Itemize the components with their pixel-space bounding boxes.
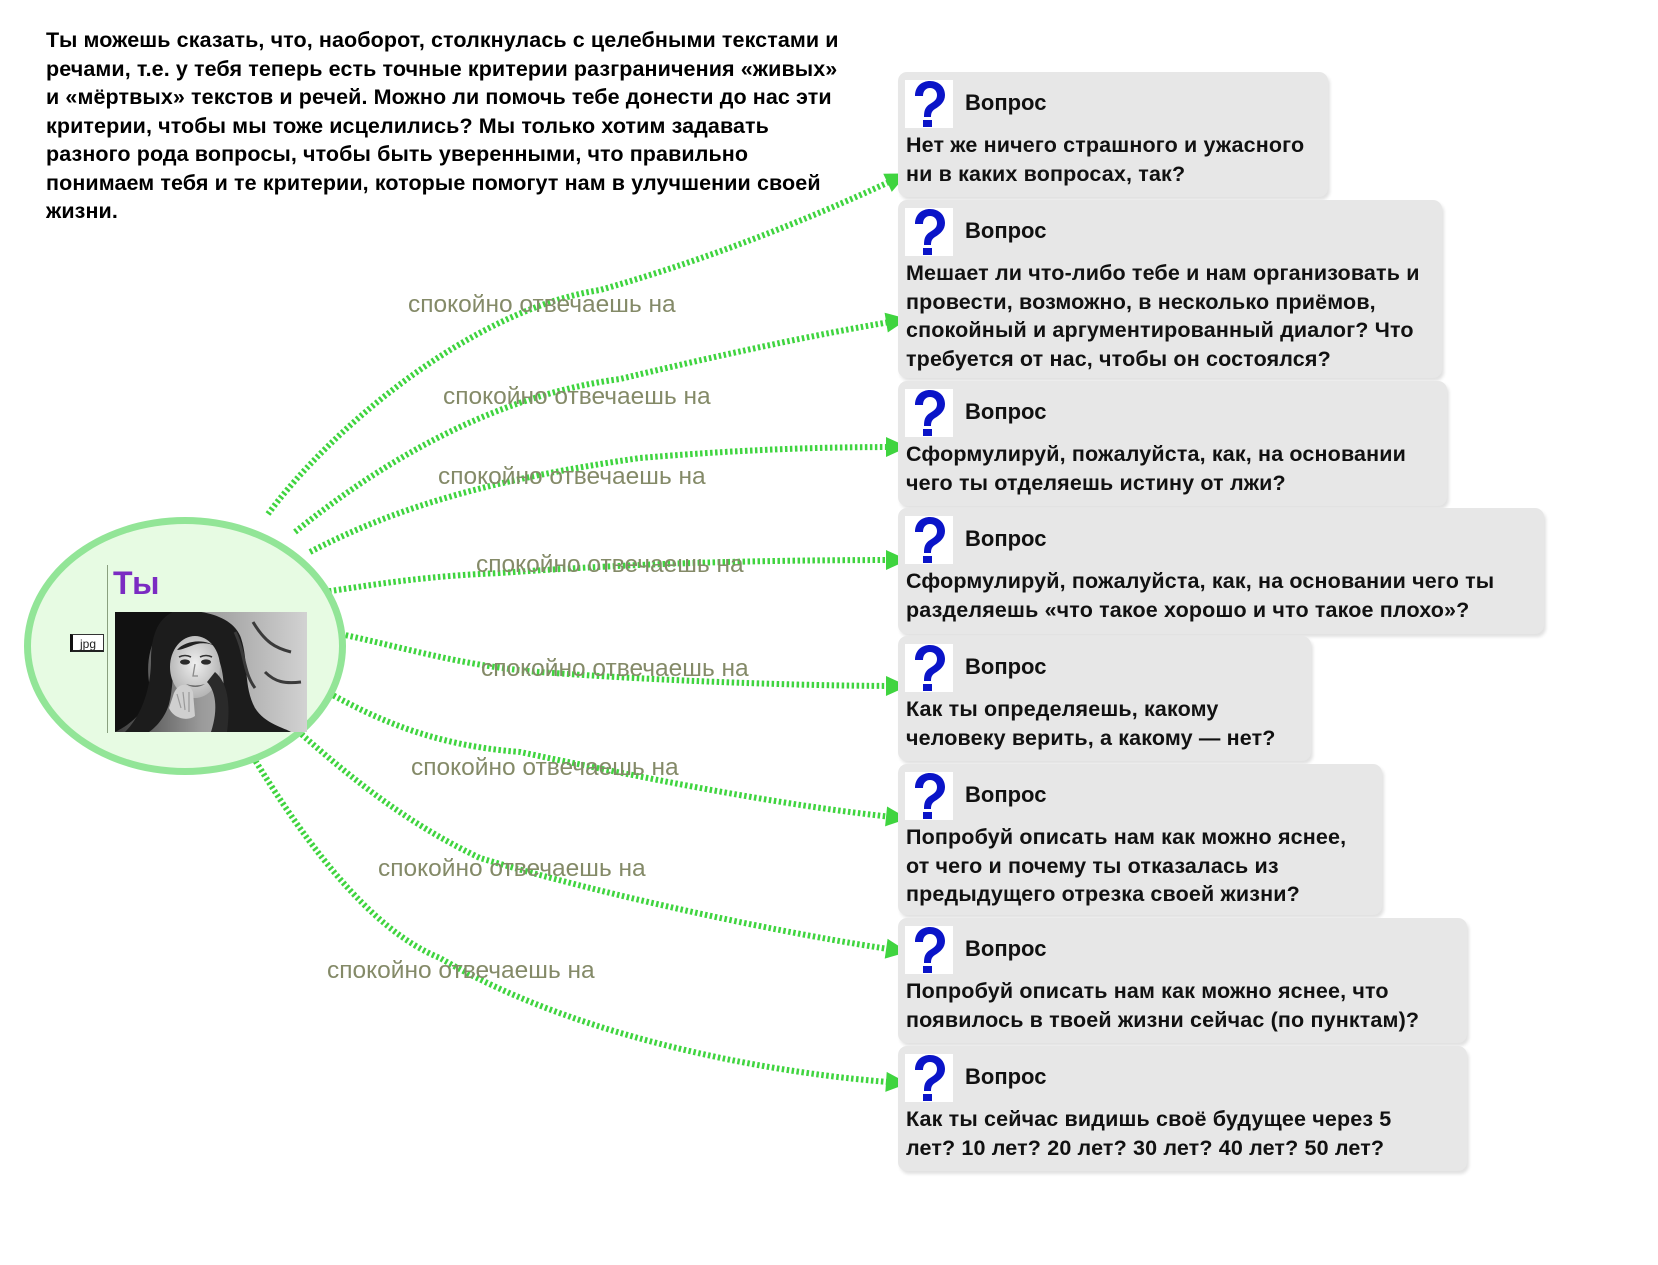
question-text: Попробуй описать нам как можно яснее, что появилось в твоей жизни сейчас (по пунктам)?: [906, 979, 1420, 1032]
question-title: Вопрос: [965, 936, 1047, 961]
question-mark-icon: [905, 516, 953, 564]
question-title: Вопрос: [965, 90, 1047, 115]
question-card-4[interactable]: [898, 508, 1544, 634]
question-text: Сформулируй, пожалуйста, как, на основании чего ты разделяешь «что такое хорошо и что такое плохо»?: [906, 569, 1495, 622]
question-card-3[interactable]: [898, 381, 1447, 506]
question-text: Как ты сейчас видишь своё будущее через 5 лет? 10 лет? 20 лет? 30 лет? 40 лет? 50 лет?: [906, 1107, 1392, 1160]
question-card-6[interactable]: [898, 764, 1382, 915]
question-text: Как ты определяешь, какому человеку верить, а какому — нет?: [906, 697, 1276, 750]
question-title: Вопрос: [965, 399, 1047, 424]
question-title: Вопрос: [965, 1064, 1047, 1089]
edge-label-3: спокойно отвечаешь на: [438, 463, 706, 490]
edge-label-8: спокойно отвечаешь на: [327, 957, 595, 984]
node-title: Ты: [113, 565, 160, 601]
edge-label-4: спокойно отвечаешь на: [476, 551, 744, 578]
question-card-8[interactable]: [898, 1046, 1467, 1171]
question-mark-icon: [905, 926, 953, 974]
edge-label-2: спокойно отвечаешь на: [443, 383, 711, 410]
portrait-photo: [115, 612, 307, 732]
question-mark-icon: [905, 80, 953, 128]
question-title: Вопрос: [965, 526, 1047, 551]
intro-text: Ты можешь сказать, что, наоборот, столкнулась с целебными текстами и речами, т.е. у тебя теперь есть точные критерии разграничения «живых» и «мёртвых» текстов и речей. Можно ли помочь тебе донести до нас эти критерии, чтобы мы тоже исцелились? Мы только хотим задавать разного рода вопросы, чтобы быть уверенными, что правильно понимаем тебя и те критерии, которые помогут нам в улучшении своей жизни.: [46, 28, 839, 223]
question-card-7[interactable]: [898, 918, 1467, 1043]
edge-label-5: спокойно отвечаешь на: [481, 655, 749, 682]
question-title: Вопрос: [965, 654, 1047, 679]
attachment-tag[interactable]: jpg: [70, 634, 104, 652]
question-text: Попробуй описать нам как можно яснее, от чего и почему ты отказалась из предыдущего отрезка своей жизни?: [906, 825, 1347, 906]
question-card-1[interactable]: [898, 72, 1328, 197]
node-divider: [107, 565, 108, 733]
question-card-2[interactable]: [898, 200, 1442, 378]
edge-label-1: спокойно отвечаешь на: [408, 291, 676, 318]
edge-label-6: спокойно отвечаешь на: [411, 754, 679, 781]
question-title: Вопрос: [965, 218, 1047, 243]
question-mark-icon: [905, 389, 953, 437]
question-mark-icon: [905, 772, 953, 820]
question-mark-icon: [905, 208, 953, 256]
question-text: Мешает ли что-либо тебе и нам организовать и провести, возможно, в несколько приёмов, спокойный и аргументированный диалог? Что требуется от нас, чтобы он состоялся?: [906, 261, 1420, 371]
connector-6: [303, 678, 902, 818]
question-mark-icon: [905, 644, 953, 692]
edge-label-7: спокойно отвечаешь на: [378, 855, 646, 882]
connector-2: [295, 320, 902, 532]
question-card-5[interactable]: [898, 636, 1311, 761]
question-mark-icon: [905, 1054, 953, 1102]
question-title: Вопрос: [965, 782, 1047, 807]
connector-7: [268, 704, 902, 951]
question-text: Нет же ничего страшного и ужасного ни в каких вопросах, так?: [906, 133, 1305, 186]
question-text: Сформулируй, пожалуйста, как, на основании чего ты отделяешь истину от лжи?: [906, 442, 1407, 495]
